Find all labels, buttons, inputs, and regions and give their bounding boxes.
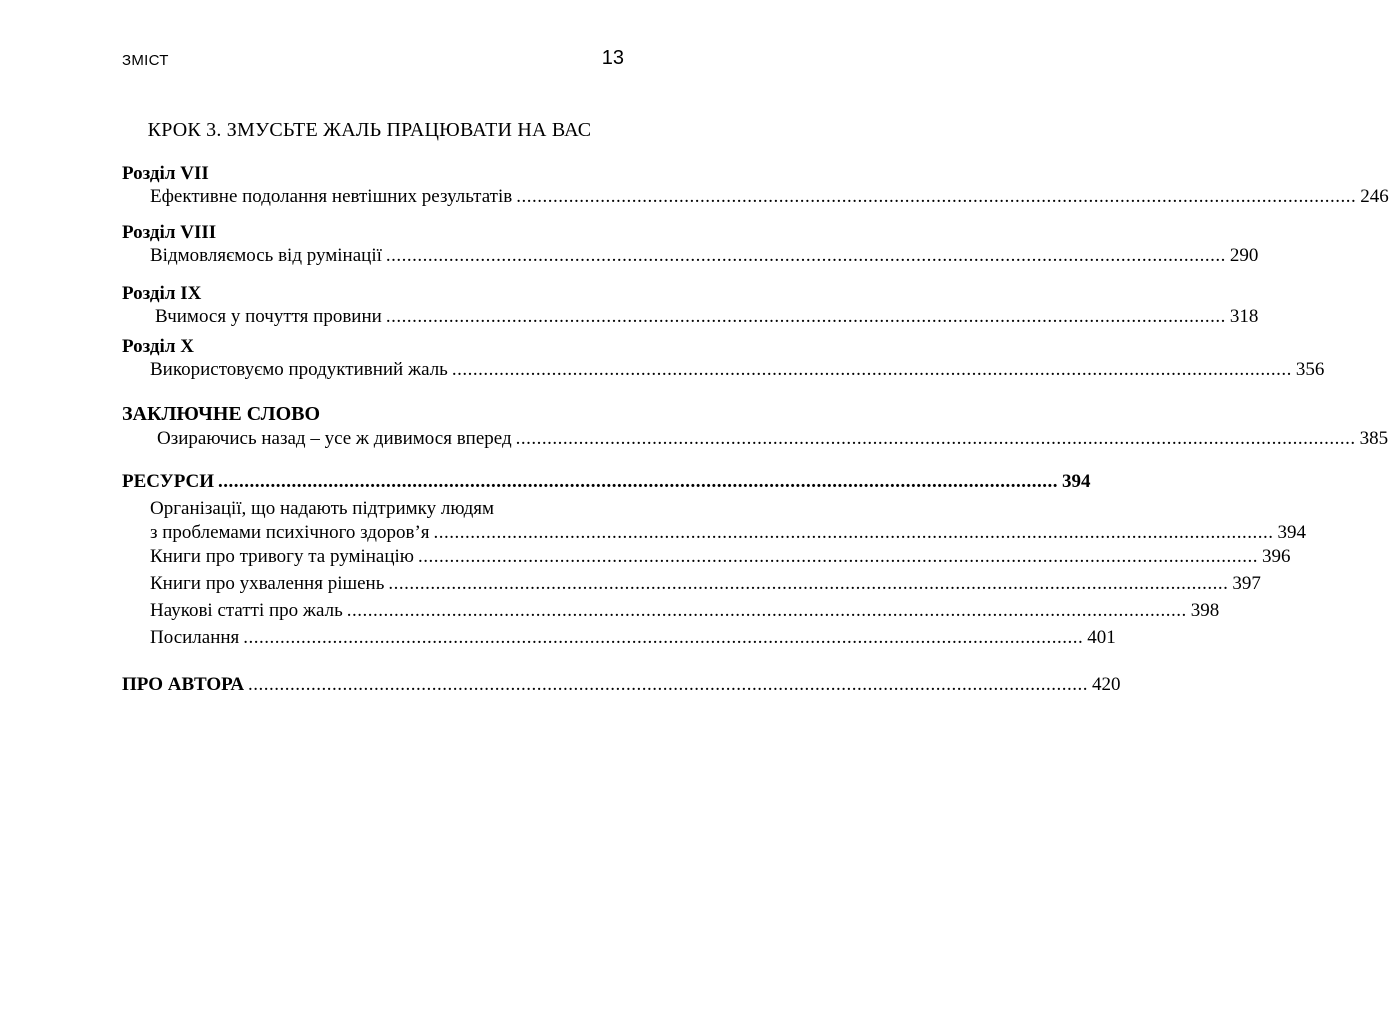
- conclusion-heading: ЗАКЛЮЧНЕ СЛОВО: [122, 403, 321, 425]
- resources-heading-entry[interactable]: [122, 471, 1091, 493]
- toc-entry-page: 397: [1232, 573, 1261, 594]
- toc-entry-title: Озираючись назад – усе ж дивимося вперед: [157, 428, 512, 449]
- leader-dots: ................................................................................................................................................................: [451, 359, 1292, 380]
- leader-dots: ................................................................................................................................................................: [385, 245, 1226, 266]
- leader-dots: ................................................................................................................................................................: [243, 627, 1084, 648]
- toc-entry-page: 394: [1062, 471, 1091, 492]
- about-author-heading: ПРО АВТОРА: [122, 674, 245, 695]
- part-title: КРОК 3. ЗМУСЬТЕ ЖАЛЬ ПРАЦЮВАТИ НА ВАС: [147, 119, 592, 141]
- toc-entry-page: 290: [1229, 245, 1259, 266]
- toc-entry-page: 394: [1277, 522, 1307, 543]
- toc-entry[interactable]: [150, 245, 1259, 267]
- toc-entry-title-line2: з проблемами психічного здоров’я: [150, 522, 430, 543]
- toc-entry[interactable]: [150, 600, 1220, 622]
- toc-entry-title: Книги про ухвалення рішень: [150, 573, 385, 594]
- toc-entry[interactable]: [150, 428, 1389, 450]
- toc-entry-page: 401: [1087, 627, 1116, 648]
- toc-entry-page: 398: [1190, 600, 1220, 621]
- toc-entry[interactable]: [150, 627, 1116, 649]
- leader-dots: ................................................................................................................................................................: [516, 186, 1357, 207]
- toc-entry-title: Наукові статті про жаль: [150, 600, 343, 621]
- toc-entry-page: 246: [1360, 186, 1389, 207]
- section-heading: Розділ IX: [122, 283, 202, 304]
- running-title: ЗМІСТ: [122, 52, 169, 69]
- about-author-entry[interactable]: [122, 674, 1121, 696]
- toc-entry[interactable]: [150, 497, 1307, 545]
- section-heading: Розділ VIII: [122, 222, 217, 243]
- toc-entry-title: Книги про тривогу та румінацію: [150, 546, 414, 567]
- resources-heading: РЕСУРСИ: [122, 471, 215, 492]
- leader-dots: ................................................................................................................................................................: [388, 573, 1229, 594]
- toc-entry-page: 385: [1359, 428, 1389, 449]
- toc-entry[interactable]: [150, 359, 1325, 381]
- toc-entry[interactable]: [150, 573, 1261, 595]
- leader-dots: ................................................................................................................................................................: [418, 546, 1258, 567]
- leader-dots: ................................................................................................................................................................: [346, 600, 1187, 621]
- leader-dots: ................................................................................................................................................................: [385, 306, 1226, 327]
- toc-entry-page: 318: [1229, 306, 1259, 327]
- section-heading: Розділ VII: [122, 163, 209, 184]
- toc-entry-page: 420: [1092, 674, 1121, 695]
- toc-entry[interactable]: [150, 546, 1291, 568]
- toc-entry-title: Вчимося у почуття провини: [155, 306, 382, 327]
- toc-entry-title: Посилання: [150, 627, 240, 648]
- toc-entry-title-line1: Організації, що надають підтримку людям: [150, 498, 494, 519]
- section-heading: Розділ X: [122, 336, 194, 357]
- toc-entry-page: 396: [1262, 546, 1291, 567]
- leader-dots: ................................................................................................................................................................: [433, 522, 1274, 543]
- leader-dots: ................................................................................................................................................................: [515, 428, 1356, 449]
- leader-dots: ................................................................................................................................................................: [248, 674, 1089, 695]
- toc-entry[interactable]: [150, 186, 1389, 208]
- leader-dots: ................................................................................................................................................................: [218, 471, 1059, 492]
- toc-entry-title: Використовуємо продуктивний жаль: [150, 359, 448, 380]
- toc-entry-page: 356: [1295, 359, 1325, 380]
- toc-entry[interactable]: [150, 306, 1259, 328]
- page-number: 13: [601, 47, 624, 69]
- toc-entry-title: Відмовляємось від румінації: [150, 245, 382, 266]
- toc-entry-title: Ефективне подолання невтішних результатів: [150, 186, 513, 207]
